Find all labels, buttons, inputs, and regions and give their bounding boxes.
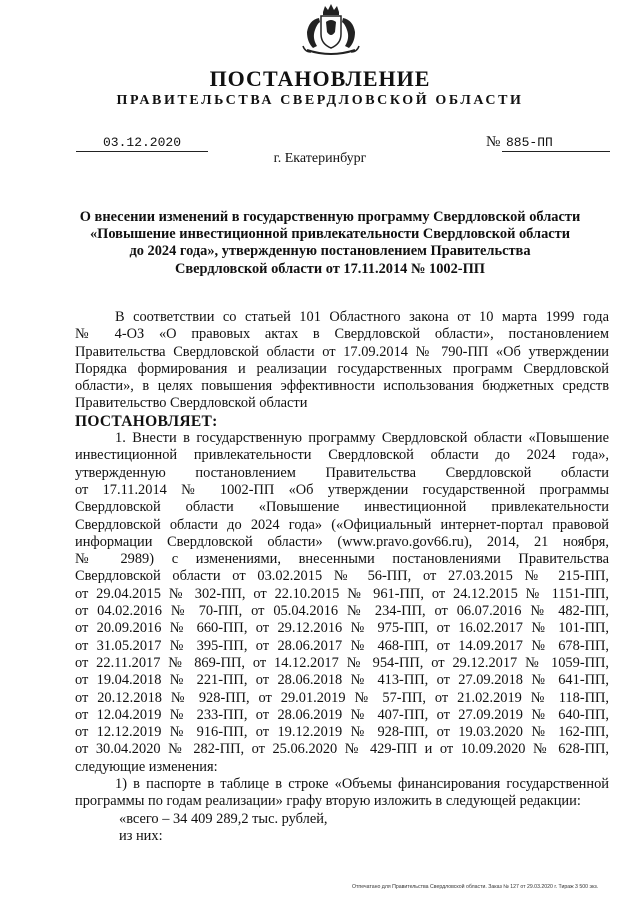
- item1-line: от 29.04.2015 № 302-ПП, от 22.10.2015 № 961-ПП, от 24.12.2015 № 1151-ПП,: [75, 585, 609, 602]
- heading-line: Свердловской области от 17.11.2014 № 1002-ПП: [175, 260, 485, 277]
- item1-line: от 17.11.2014 № 1002-ПП «Об утверждении государственной программы: [75, 481, 609, 498]
- preamble-line: В соответствии со статьей 101 Областного закона от 10 марта 1999 года: [115, 309, 609, 325]
- item1-line: Свердловской области от 03.02.2015 № 56-ПП, от 27.03.2015 № 215-ПП,: [75, 568, 609, 585]
- heading-line: «Повышение инвестиционной привлекательности Свердловской области: [89, 226, 571, 243]
- city-line: г. Екатеринбург: [273, 151, 367, 166]
- decree-number-label: №: [486, 134, 501, 150]
- item1-line: утвержденную постановлением Правительства Свердловской области: [75, 464, 609, 481]
- preamble-line: Правительства Свердловской области от 17.09.2014 № 790-ПП «Об утверждении: [75, 343, 609, 360]
- item1-line: Свердловской области до 2024 года» («Официальный интернет-портал правовой: [75, 516, 609, 533]
- preamble-line: Правительство Свердловской области: [75, 395, 308, 412]
- decree-number: 885-ПП: [502, 135, 610, 152]
- item1-line: от 20.09.2016 № 660-ПП, от 29.12.2016 № 975-ПП, от 16.02.2017 № 101-ПП,: [75, 620, 609, 637]
- decree-date: 03.12.2020: [76, 135, 208, 152]
- coat-of-arms-emblem: [293, 2, 369, 58]
- item1-line: от 22.11.2017 № 869-ПП, от 14.12.2017 № 954-ПП, от 29.12.2017 № 1059-ПП,: [75, 654, 609, 671]
- item1-line: от 19.04.2018 № 221-ПП, от 28.06.2018 № 413-ПП, от 27.09.2018 № 641-ПП,: [75, 672, 609, 689]
- item1-line: от 30.04.2020 № 282-ПП, от 25.06.2020 № 429-ПП и от 10.09.2020 № 628-ПП,: [75, 741, 609, 758]
- print-footer: Отпечатано для Правительства Свердловской области. Заказ № 127 от 29.03.2020 г. Тираж 3 500 экз.: [352, 884, 599, 890]
- heading-line: до 2024 года», утвержденную постановлением Правительства: [129, 243, 531, 260]
- preamble-line: № 4-ОЗ «О правовых актах в Свердловской области», постановлением: [75, 326, 609, 343]
- preamble-line: Порядка формирования и реализации государственных программ Свердловской: [75, 360, 609, 377]
- item1-line: информации Свердловской области» (www.pravo.gov66.ru), 2014, 21 ноября,: [75, 533, 609, 550]
- heading-line: О внесении изменений в государственную программу Свердловской области: [79, 209, 581, 225]
- quote-line: из них:: [119, 827, 163, 844]
- item1-line: от 31.05.2017 № 395-ПП, от 28.06.2017 № 468-ПП, от 14.09.2017 № 678-ПП,: [75, 637, 609, 654]
- subitem1-line: программы по годам реализации» графу вторую изложить в следующей редакции:: [75, 793, 581, 810]
- item1-line: от 12.04.2019 № 233-ПП, от 28.06.2019 № 407-ПП, от 27.09.2019 № 640-ПП,: [75, 706, 609, 723]
- item1-line: от 12.12.2019 № 916-ПП, от 19.12.2019 № 928-ПП, от 19.03.2020 № 162-ПП,: [75, 724, 609, 741]
- decree-keyword: ПОСТАНОВЛЯЕТ:: [75, 412, 218, 430]
- document-body: [75, 309, 609, 845]
- item1-line: 1. Внести в государственную программу Свердловской области «Повышение: [115, 430, 609, 447]
- item1-line: инвестиционной привлекательности Свердловской области до 2024 года»,: [75, 447, 609, 464]
- item1-line: от 20.12.2018 № 928-ПП, от 29.01.2019 № 57-ПП, от 21.02.2019 № 118-ПП,: [75, 689, 609, 706]
- document-subtitle: ПРАВИТЕЛЬСТВА СВЕРДЛОВСКОЙ ОБЛАСТИ: [116, 93, 524, 108]
- decree-heading: [60, 209, 600, 278]
- preamble-line: области», в целях повышения эффективности использования бюджетных средств: [75, 378, 609, 395]
- quote-line: «всего – 34 409 289,2 тыс. рублей,: [119, 810, 328, 827]
- document-title: ПОСТАНОВЛЕНИЕ: [209, 66, 431, 91]
- item1-line: Свердловской области «Повышение инвестиционной привлекательности: [75, 499, 609, 516]
- item1-line: от 04.02.2016 № 70-ПП, от 05.04.2016 № 234-ПП, от 06.07.2016 № 482-ПП,: [75, 603, 609, 620]
- item1-line: № 2989) с изменениями, внесенными постановлениями Правительства: [75, 551, 609, 568]
- subitem1-line: 1) в паспорте в таблице в строке «Объемы финансирования государственной: [115, 776, 609, 793]
- item1-line: следующие изменения:: [75, 758, 218, 775]
